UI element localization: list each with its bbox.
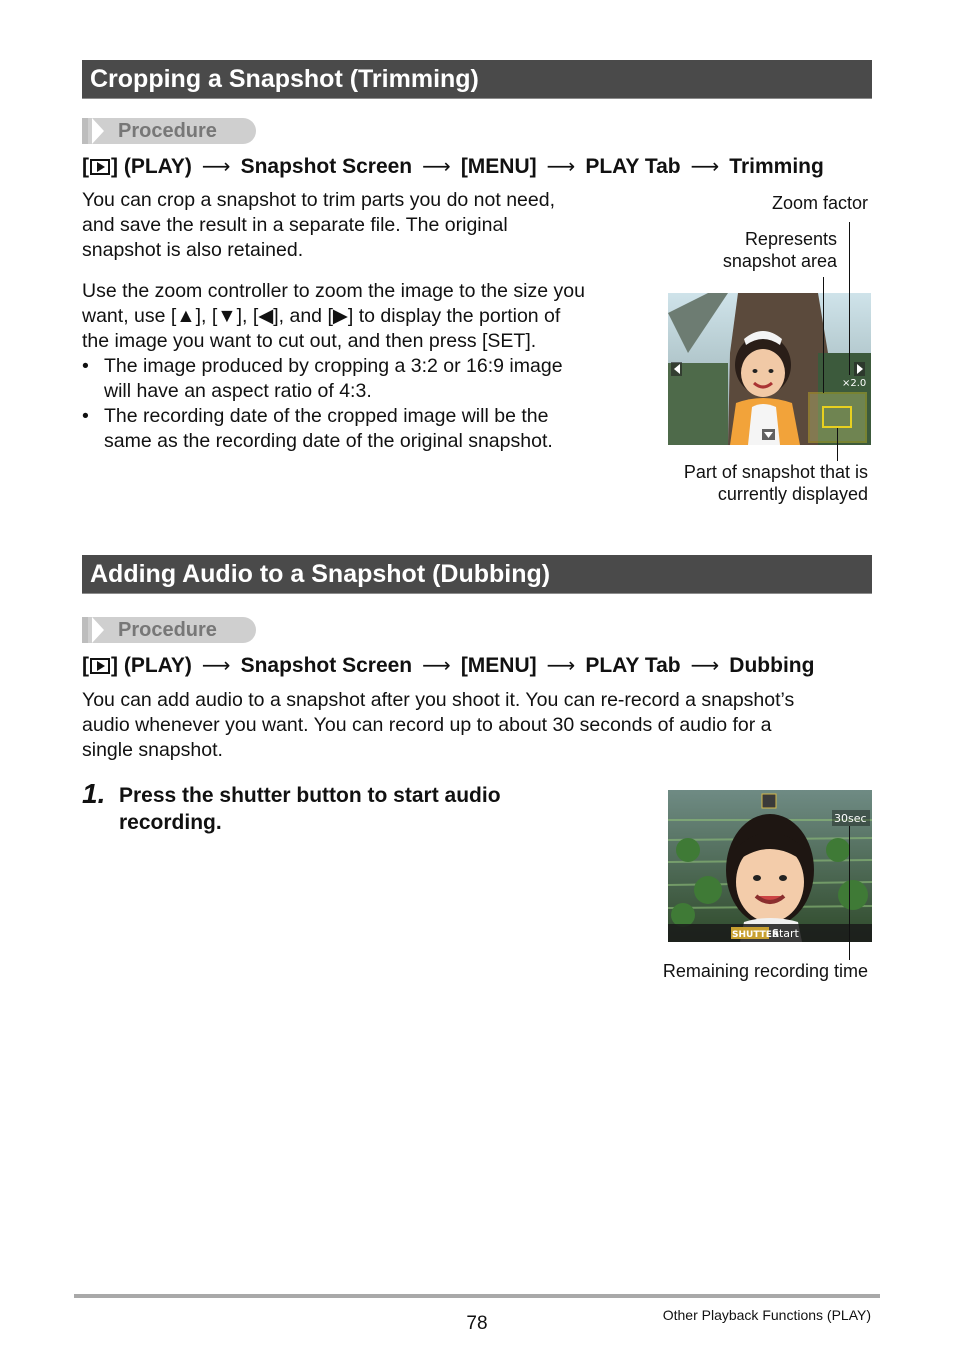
snapshot-area-label — [723, 228, 837, 272]
shutter-label: SHUTTER — [732, 930, 779, 940]
start-label: Start — [772, 927, 799, 940]
time-leader-line — [849, 826, 850, 960]
right-arrow-icon: ⟶ — [546, 156, 576, 178]
text-line: Represents — [744, 229, 837, 249]
path-trimming: Trimming — [729, 154, 824, 178]
section-title-trimming: Cropping a Snapshot (Trimming) — [82, 60, 872, 99]
page-number: 78 — [466, 1313, 488, 1334]
zoom-value: ×2.0 — [842, 378, 867, 389]
right-arrow-icon: ⟶ — [201, 655, 231, 677]
zoom-factor-label: Zoom factor — [771, 193, 868, 213]
text-line: You can crop a snapshot to trim parts you do not need, — [82, 189, 555, 211]
intro-paragraph — [82, 188, 622, 263]
notes-list — [82, 354, 627, 454]
bullet-dot: • — [82, 355, 89, 377]
right-arrow-icon: ⟶ — [690, 655, 720, 677]
chapter-title: Other Playback Functions (PLAY) — [662, 1307, 871, 1323]
path-open-bracket: [ — [82, 154, 89, 178]
text-line: audio whenever you want. You can record up to about 30 seconds of audio for a — [82, 714, 772, 736]
area-leader-line — [823, 277, 824, 393]
menu-path-dubbing — [82, 653, 814, 678]
zoom-instructions — [82, 279, 627, 354]
path-dubbing: Dubbing — [729, 653, 815, 677]
text-line: recording. — [119, 811, 222, 834]
right-arrow-icon: ⟶ — [422, 156, 451, 178]
dubbing-paragraph — [82, 688, 872, 763]
list-item — [82, 404, 627, 454]
trimming-photo — [668, 293, 871, 445]
step-instruction — [119, 782, 579, 836]
text-line: The recording date of the cropped image will be the — [104, 405, 549, 427]
text-line: and save the result in a separate file. The original — [82, 214, 508, 236]
procedure-badge — [82, 118, 256, 144]
path-play: ] (PLAY) — [111, 653, 192, 677]
text-line: snapshot is also retained. — [82, 239, 304, 261]
trimming-screen-image — [668, 293, 871, 445]
procedure-stripe — [82, 118, 88, 144]
path-snapshot-screen: Snapshot Screen — [240, 154, 413, 178]
procedure-chevron — [92, 118, 104, 144]
right-arrow-icon: ⟶ — [422, 655, 451, 677]
procedure-stripe — [82, 617, 88, 643]
step-number: 1. — [82, 778, 106, 809]
bullet-dot: • — [82, 405, 89, 427]
section-title-dubbing: Adding Audio to a Snapshot (Dubbing) — [82, 555, 872, 594]
path-snapshot-screen: Snapshot Screen — [240, 653, 413, 677]
list-item — [82, 354, 627, 404]
remaining-time-label: Remaining recording time — [662, 961, 868, 981]
play-mode-icon — [90, 159, 110, 175]
right-arrow-icon: ⟶ — [690, 156, 720, 178]
text-line: You can add audio to a snapshot after you shoot it. You can re-record a snapshot’s — [82, 689, 795, 711]
path-open-bracket: [ — [82, 653, 89, 677]
path-play: ] (PLAY) — [111, 154, 192, 178]
procedure-label: Procedure — [118, 120, 217, 142]
right-arrow-icon: ⟶ — [546, 655, 576, 677]
zoom-leader-line — [849, 222, 850, 375]
procedure-chevron — [92, 617, 104, 643]
procedure-badge — [82, 617, 256, 643]
text-line: Press the shutter button to start audio — [119, 784, 501, 807]
procedure-label: Procedure — [118, 619, 217, 641]
dubbing-photo — [668, 790, 872, 942]
footer-divider — [74, 1294, 880, 1298]
path-play-tab: PLAY Tab — [585, 653, 681, 677]
path-play-tab: PLAY Tab — [585, 154, 681, 178]
text-line: currently displayed — [717, 484, 868, 504]
displayed-part-label — [684, 461, 868, 505]
right-arrow-icon: ⟶ — [201, 156, 231, 178]
text-line: snapshot area — [722, 251, 837, 271]
text-line: the image you want to cut out, and then press [SET]. — [82, 330, 537, 352]
text-line: same as the recording date of the original snapshot. — [104, 430, 553, 452]
path-menu: [MENU] — [460, 154, 537, 178]
text-line: want, use [▲], [▼], [◀], and [▶] to display the portion of — [82, 305, 561, 327]
menu-path-trimming — [82, 154, 824, 179]
text-line: single snapshot. — [82, 739, 223, 761]
remaining-time-value: 30sec — [834, 812, 867, 825]
text-line: Use the zoom controller to zoom the image to the size you — [82, 280, 585, 302]
text-line: Part of snapshot that is — [683, 462, 868, 482]
path-menu: [MENU] — [460, 653, 537, 677]
dubbing-screen-image — [668, 790, 872, 942]
play-mode-icon — [90, 658, 110, 674]
text-line: will have an aspect ratio of 4:3. — [104, 380, 372, 402]
text-line: The image produced by cropping a 3:2 or 16:9 image — [104, 355, 563, 377]
part-leader-line — [837, 428, 838, 461]
